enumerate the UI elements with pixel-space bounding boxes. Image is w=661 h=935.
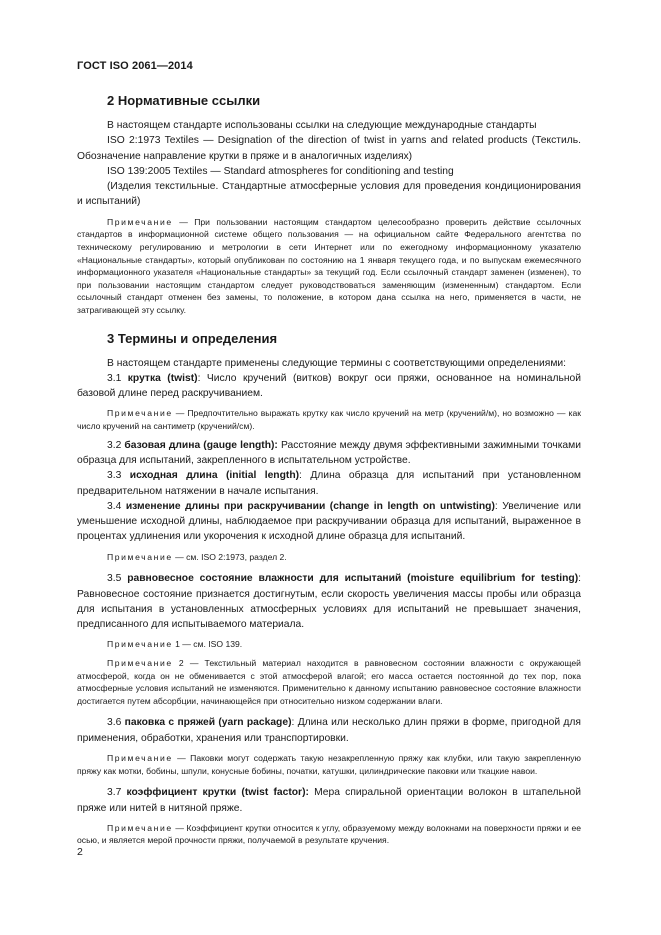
- document-content: [77, 93, 581, 847]
- note-3-7: Примечание — Коэффициент крутки относится к углу, образуемому между волокнами на поверхности пряжи и ее осью, и является мерой прочности пряжи, получаемой в результате кручения.: [77, 822, 581, 846]
- term-3-5-title: равновесное состояние влажности для испытаний (moisture equilibrium for testing): [127, 573, 579, 585]
- term-3-4-title: изменение длины при раскручивании (change in length on untwisting): [125, 500, 495, 512]
- section-2-intro: В настоящем стандарте использованы ссылки на следующие международные стандарты: [107, 120, 537, 131]
- term-3-7-title: коэффициент крутки (twist factor):: [126, 787, 309, 799]
- note-label: Примечание: [107, 216, 173, 227]
- note-3-5-1: Примечание 1 — см. ISO 139.: [107, 639, 243, 650]
- term-3-2: 3.2 базовая длина (gauge length): Расстояние между двумя эффективными зажимными точками образца для испытаний, закрепленного в испытательном устройстве.: [77, 439, 581, 466]
- term-3-3: 3.3 исходная длина (initial length): Длина образца для испытаний при установленном предварительном натяжении в начале испытания.: [77, 470, 582, 497]
- section-3-heading: 3 Термины и определения: [107, 330, 278, 346]
- term-3-4: 3.4 изменение длины при раскручивании (change in length on untwisting): Увеличение или уменьшение исходной длины, наблюдаемое при раскручивании образца для испытаний, выраженное в процентах удлинения или укорочения к исходной длине образца для испытаний.: [77, 500, 581, 543]
- reference-iso-139-translation: (Изделия текстильные. Стандартные атмосферные условия для проведения кондиционирования и испытаний): [77, 181, 581, 208]
- note-3-6: Примечание — Паковки могут содержать такую незакрепленную пряжу как клубки, или такую закрепленную пряжу как мотки, бобины, шпули, конусные бобины, початки, катушки, цилиндрические паковки или ткацкие навои.: [77, 753, 581, 776]
- note-3-4: Примечание — см. ISO 2:1973, раздел 2.: [107, 551, 287, 562]
- term-3-6-title: паковка с пряжей (yarn package): [124, 717, 292, 729]
- note-3-5-2: Примечание 2 — Текстильный материал находится в равновесном состоянии влажности с окружающей атмосферой, когда он не обменивается с этой атмосферой влагой; его масса остается постоянной до тех пор, пока атмосферные условия испытаний не изменяются. Применительно к данному испытанию равновесное состояние влажности достигается путем абсорбции, начинающейся при относительно низком содержании влаги.: [77, 658, 581, 706]
- term-3-7: 3.7 коэффициент крутки (twist factor): Мера спиральной ориентации волокон в штапельной пряже или нитей в нитяной пряже.: [77, 787, 581, 814]
- term-3-2-title: базовая длина (gauge length):: [124, 439, 278, 451]
- section-2-heading: 2 Нормативные ссылки: [107, 93, 261, 108]
- standard-header: ГОСТ ISO 2061—2014: [77, 60, 193, 72]
- reference-iso-2: ISO 2:1973 Textiles — Designation of the direction of twist in yarns and related products (Текстиль. Обозначение направление крутки в пряже и в аналогичных изделиях): [77, 135, 581, 162]
- page-number: 2: [77, 846, 83, 858]
- term-3-3-title: исходная длина (initial length): [129, 470, 300, 482]
- term-3-6: 3.6 паковка с пряжей (yarn package): Длина или несколько длин пряжи в форме, пригодной для применения, обработки, хранения или транспортировки.: [77, 717, 582, 744]
- term-3-1: 3.1 крутка (twist): Число кручений (витков) вокруг оси пряжи, основанное на номинальной базовой длине перед раскручиванием.: [77, 372, 581, 400]
- term-3-5: 3.5 равновесное состояние влажности для испытаний (moisture equilibrium for testing): Равновесное состояние признается достигнутым, если скорость увеличения массы пробы или образца для испытания в установленных атмосферных условиях для испытаний не превышает значения, предписанного для испытываемого материала.: [77, 573, 581, 631]
- note-text: — При пользовании настоящим стандартом целесообразно проверить действие ссылочных стандартов в информационной системе общего пользования — на официальном сайте Федерального агентства по техническому регулированию и метрологии в сети Интернет или по ежегодному информационному указателю «Национальные стандарты», который опубликован по состоянию на 1 января текущего года, и по выпускам ежемесячного информационного указателя «Национальные стандарты» за текущий год. Если ссылочный стандарт заменен (изменен), то при пользовании настоящим стандартом следует руководствоваться заменяющим (измененным) стандартом. Если ссылочный стандарт отменен без замены, то положение, в котором дана ссылка на него, применяется в части, не затрагивающей эту ссылку.: [77, 216, 581, 315]
- term-3-1-title: крутка (twist): [127, 372, 198, 384]
- section-3-intro: В настоящем стандарте применены следующие термины с соответствующими определениями:: [107, 357, 567, 369]
- reference-iso-139: ISO 139:2005 Textiles — Standard atmospheres for conditioning and testing: [107, 165, 454, 177]
- note-3-1: Примечание — Предпочтительно выражать крутку как число кручений на метр (кручений/м), но возможно — как число кручений на сантиметр (кручений/см).: [77, 408, 581, 432]
- section-2-note: [77, 216, 581, 317]
